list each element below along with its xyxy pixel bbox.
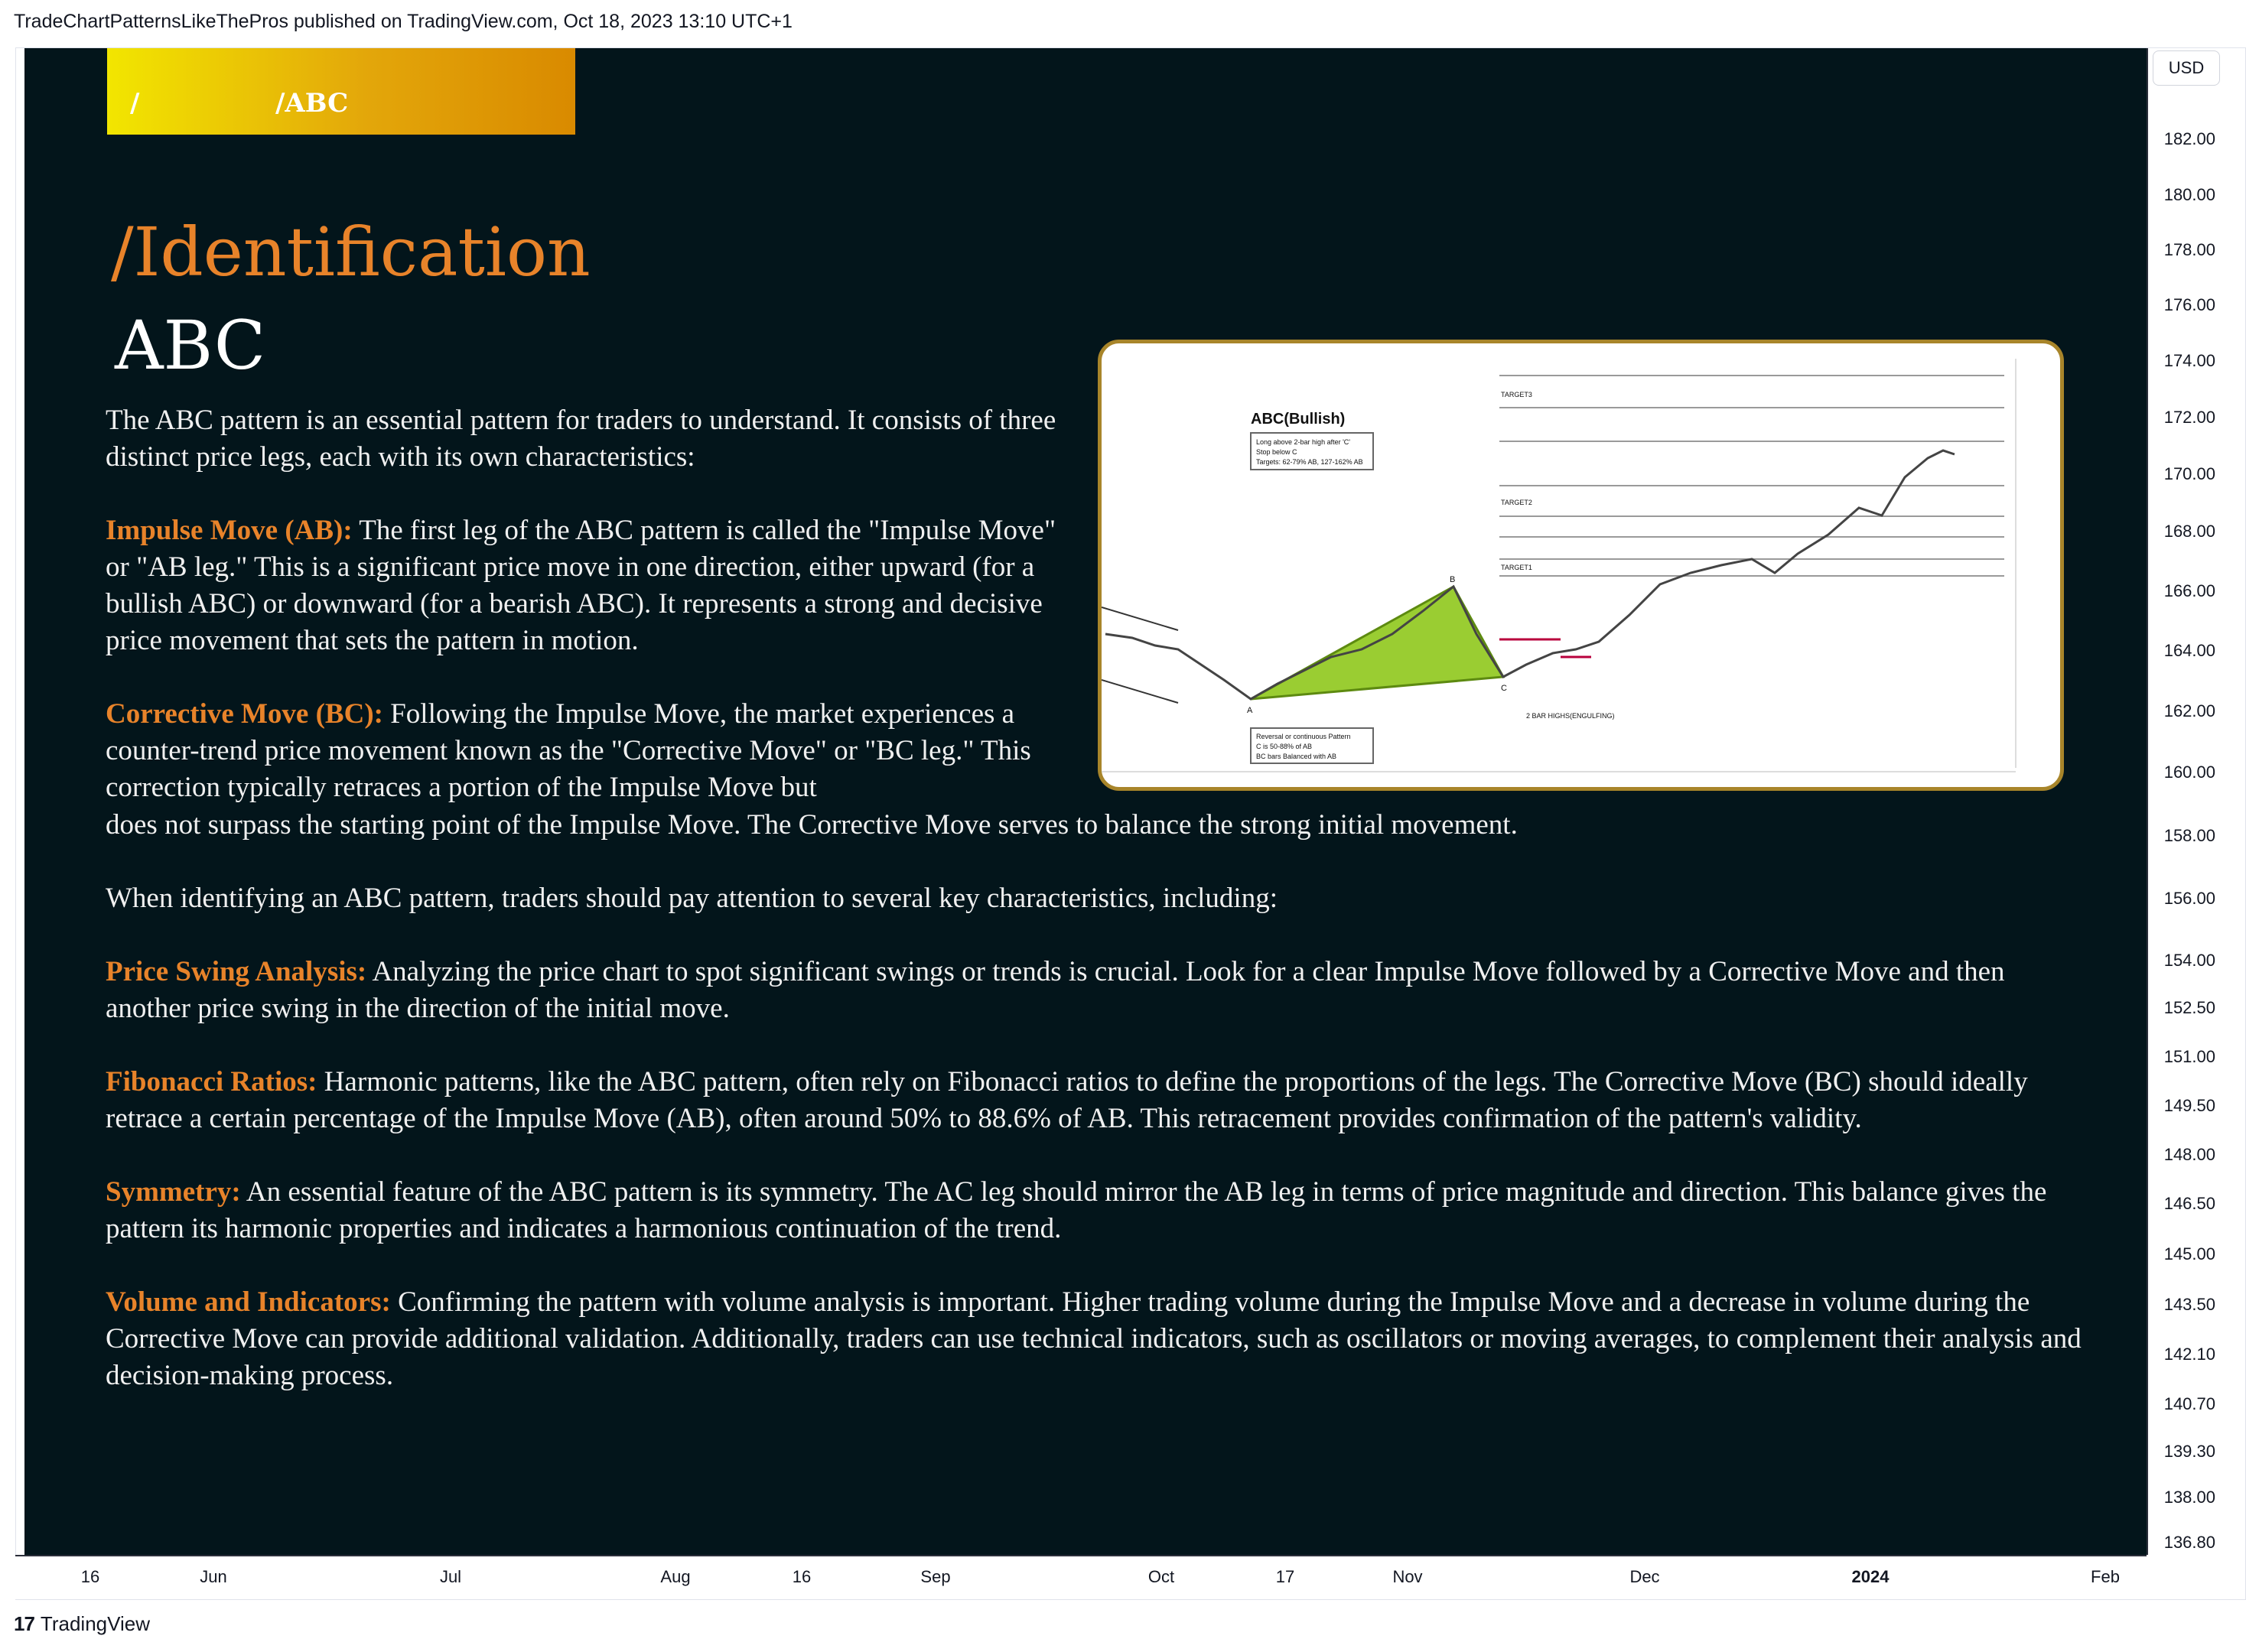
price-label: 168.00	[2163, 522, 2215, 541]
volume-text: Confirming the pattern with volume analysis is important. Higher trading volume during the Impulse Move and a decrease in volume during the Corrective Move can provide additional validation. Additionally, traders can use technical indicators, such as oscillators or moving averages, to complement their analysis and decision-making process.	[106, 1286, 2082, 1391]
key-characteristics-intro: When identifying an ABC pattern, traders should pay attention to several key characteristics, including:	[106, 883, 1278, 914]
swing-text: Analyzing the price chart to spot significant swings or trends is crucial. Look for a clear Impulse Move followed by a Corrective Move and then another price swing in the direction of the initial move.	[106, 956, 2005, 1024]
time-label: Nov	[1392, 1567, 1423, 1586]
price-label: 140.70	[2163, 1394, 2215, 1413]
price-label: 180.00	[2163, 185, 2215, 204]
time-label: 16	[792, 1567, 812, 1586]
example-chart-image	[1098, 340, 2064, 791]
fibonacci-label: Fibonacci Ratios:	[106, 1066, 317, 1098]
fibonacci-paragraph	[106, 1064, 2095, 1137]
inset-box-bottom-line: BC bars Balanced with AB	[1256, 753, 1337, 760]
time-label: Sep	[920, 1567, 951, 1586]
price-label: 160.00	[2163, 763, 2215, 782]
example-chart-svg	[1102, 343, 2060, 787]
time-label: 16	[80, 1567, 100, 1586]
price-label: 176.00	[2163, 295, 2215, 314]
volume-paragraph	[106, 1284, 2095, 1394]
corrective-label: Corrective Move (BC):	[106, 698, 383, 730]
time-label: 17	[1275, 1567, 1295, 1586]
price-label: 172.00	[2163, 408, 2215, 427]
fib-level-lines	[1499, 376, 2004, 576]
impulse-text: The first leg of the ABC pattern is called the "Impulse Move" or "AB leg." This is a significant price move in one direction, either upward (for a bullish ABC) or downward (for a bearish ABC). It represents a strong and decisive price movement that sets the pattern in motion.	[106, 515, 1056, 656]
symmetry-text: An essential feature of the ABC pattern is its symmetry. The AC leg should mirror the AB leg in terms of price magnitude and direction. This balance gives the pattern its harmonic properties and indicates a harmonious continuation of the trend.	[106, 1176, 2047, 1244]
swing-label: Price Swing Analysis:	[106, 956, 367, 987]
price-label: 138.00	[2163, 1488, 2215, 1507]
price-label: 154.00	[2163, 951, 2215, 970]
inset-box-top-line: Targets: 62-79% AB, 127-162% AB	[1256, 458, 1363, 466]
corrective-text: Following the Impulse Move, the market experiences a counter-trend price movement known as the "Corrective Move" or "BC leg." This correction typically retraces a portion of the Impulse Move but	[106, 698, 1031, 803]
time-scale[interactable]	[15, 1555, 2147, 1599]
price-label: 149.50	[2163, 1096, 2215, 1115]
time-label: Dec	[1629, 1567, 1660, 1586]
price-label: 146.50	[2163, 1194, 2215, 1213]
price-label: 170.00	[2163, 464, 2215, 483]
symmetry-paragraph	[106, 1174, 2095, 1247]
price-label: 174.00	[2163, 351, 2215, 370]
footer	[14, 1612, 150, 1636]
volume-label: Volume and Indicators:	[106, 1286, 391, 1318]
inset-box-top-line: Stop below C	[1256, 448, 1297, 456]
inset-title: ABC(Bullish)	[1251, 411, 1346, 428]
time-label: Feb	[2091, 1567, 2120, 1586]
corrective-paragraph-cont: does not surpass the starting point of the Impulse Move. The Corrective Move serves to balance the strong initial movement.	[106, 809, 1518, 841]
intro-paragraph: The ABC pattern is an essential pattern for traders to understand. It consists of three distinct price legs, each with its own characteristics:	[106, 405, 1056, 473]
price-label: 145.00	[2163, 1244, 2215, 1263]
target-label: TARGET3	[1501, 391, 1532, 398]
time-label: 2024	[1851, 1567, 1890, 1586]
price-label: 182.00	[2163, 129, 2215, 148]
brand-name: TradingView	[40, 1612, 150, 1635]
time-label: Jun	[200, 1567, 227, 1586]
price-scale[interactable]	[2147, 48, 2235, 1555]
price-label: 162.00	[2163, 701, 2215, 720]
price-label: 164.00	[2163, 641, 2215, 660]
inset-box-bottom-line: Reversal or continuous Pattern	[1256, 733, 1351, 740]
impulse-label: Impulse Move (AB):	[106, 515, 353, 546]
price-label: 139.30	[2163, 1442, 2215, 1461]
price-label: 158.00	[2163, 826, 2215, 845]
time-label: Oct	[1147, 1567, 1175, 1586]
currency-selector[interactable]: USD	[2153, 50, 2220, 86]
point-a-label: A	[1247, 706, 1253, 715]
publisher-header: TradeChartPatternsLikeThePros published on TradingView.com, Oct 18, 2023 13:10 UTC+1	[14, 11, 793, 32]
price-label: 143.50	[2163, 1295, 2215, 1314]
point-c-label: C	[1501, 684, 1507, 693]
time-label: Jul	[439, 1567, 462, 1586]
price-label: 148.00	[2163, 1145, 2215, 1164]
inset-box-top-line: Long above 2-bar high after 'C'	[1256, 438, 1351, 446]
price-label: 166.00	[2163, 581, 2215, 600]
inset-box-bottom-line: C is 50-88% of AB	[1256, 743, 1313, 750]
page-subtitle: ABC	[115, 306, 266, 385]
price-label: 142.10	[2163, 1345, 2215, 1364]
example-price-path	[1105, 450, 1955, 699]
target-label: TARGET1	[1501, 564, 1532, 571]
section-title: /Identification	[111, 213, 591, 291]
target-label: TARGET2	[1501, 499, 1532, 506]
price-label: 156.00	[2163, 889, 2215, 908]
title-banner	[107, 48, 575, 135]
price-label: 136.80	[2163, 1533, 2215, 1552]
impulse-paragraph	[106, 512, 1081, 659]
banner-text: / /ABC	[130, 88, 349, 119]
fibonacci-text: Harmonic patterns, like the ABC pattern, often rely on Fibonacci ratios to define the proportions of the legs. The Corrective Move (BC) should ideally retrace a certain percentage of the Impulse Move (AB), often around 50% to 88.6% of AB. This retracement provides confirmation of the pattern's validity.	[106, 1066, 2028, 1134]
tradingview-logo-icon: 17	[14, 1612, 34, 1635]
swing-paragraph	[106, 954, 2095, 1027]
price-label: 178.00	[2163, 240, 2215, 259]
price-label: 151.00	[2163, 1047, 2215, 1066]
inset-note: 2 BAR HIGHS(ENGULFING)	[1526, 712, 1615, 720]
time-label: Aug	[660, 1567, 691, 1586]
corrective-paragraph	[106, 696, 1085, 806]
price-label: 152.50	[2163, 998, 2215, 1017]
point-b-label: B	[1450, 575, 1456, 584]
symmetry-label: Symmetry:	[106, 1176, 241, 1208]
